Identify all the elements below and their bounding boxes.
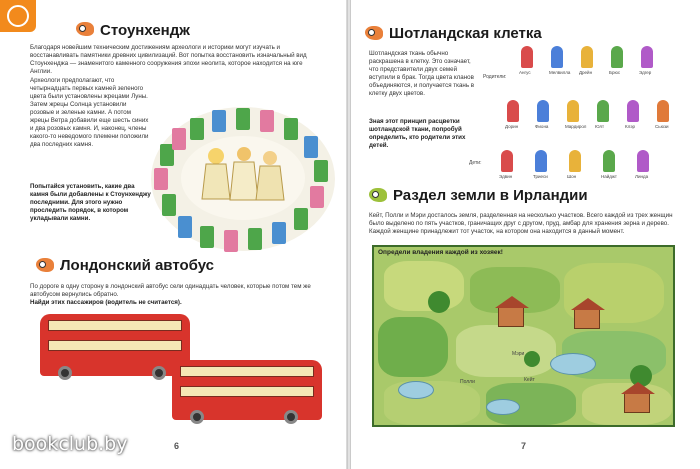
tartan-task: Зная этот принцип расцветки шотландской ткани, попробуй определить, кто родители этих детей. — [369, 118, 466, 149]
bird-mascot-icon — [365, 26, 383, 40]
corner-tab — [0, 0, 36, 32]
plot — [384, 261, 464, 311]
tree-icon — [524, 351, 540, 367]
wheel-icon — [152, 366, 166, 380]
person-name: Эдгер — [639, 70, 652, 75]
tartan-person — [569, 150, 581, 172]
ireland-title: Раздел земли в Ирландии — [393, 187, 588, 204]
tartan-person — [521, 46, 533, 68]
tartan-title: Шотландская клетка — [389, 25, 542, 42]
bus-illustration-back — [40, 314, 190, 376]
right-page — [351, 0, 700, 469]
person-name: Юлт — [595, 124, 605, 129]
page-number-left: 6 — [174, 441, 180, 451]
globe-icon — [7, 5, 29, 27]
stonehenge-body: Археологи предполагают, что четырнадцать первых камней зеленого цвета были установлены жрецами Луны. Затем жрецы Солнца установили розовые и зеленые камни. А потом жрецы Ветра добавили еще шесть синих и два розовых камня. И, наконец, члены какого-то неведомого племени положили два последних камня. — [30, 77, 149, 148]
tartan-person — [537, 100, 549, 122]
tartan-person — [597, 100, 609, 122]
bus-lower-windows — [48, 340, 182, 351]
pond-icon — [550, 353, 596, 375]
person-name: Сьюзи — [655, 124, 669, 129]
left-page — [0, 0, 347, 469]
wheel-icon — [58, 366, 72, 380]
name-mary: Мэри — [512, 351, 525, 357]
person-name: Дрейн — [579, 70, 593, 75]
bus-illustration-front — [172, 360, 322, 420]
tartan-person — [501, 150, 513, 172]
stonehenge-intro: Благодаря новейшим техническим достижениям археологи и историки могут изучать и восстанавливать памятники древних цивилизаций. Вот попытка восстановить изначальный вид Стоунхенджа — знаменитого каменного сооружения эпохи неолита, которое находится на юге Англии. — [30, 44, 307, 75]
name-kate: Кейт — [524, 377, 535, 383]
plot — [378, 317, 448, 377]
stonehenge-illustration — [148, 104, 338, 254]
bird-mascot-icon — [76, 22, 94, 36]
barn-icon — [498, 307, 524, 327]
bus-lower-windows — [180, 386, 314, 397]
priests-figures — [202, 147, 284, 200]
wheel-icon — [190, 410, 204, 424]
tartan-person — [507, 100, 519, 122]
person-name: Фиона — [535, 124, 549, 129]
bus-title: Лондонский автобус — [60, 257, 215, 274]
person-name: Мардирол — [565, 124, 587, 129]
tartan-person — [535, 150, 547, 172]
barn-icon — [574, 309, 600, 329]
ireland-body: Кейт, Полли и Мэри досталось земля, разделенная на несколько участков. Всего каждой из трех женщин было выделено по пять участков, граничащих друг с другом, пруд, амбар для хранения зерна и дерево. Каждой женщине принадлежит тот участок, на котором она находится в данный момент. — [369, 212, 673, 235]
tartan-person — [657, 100, 669, 122]
person-name: Мелвилла — [549, 70, 571, 75]
person-name: Ангус — [519, 70, 531, 75]
tree-icon — [428, 291, 450, 313]
tartan-person — [567, 100, 579, 122]
name-polly: Полли — [460, 379, 475, 385]
children-label: Дети: — [469, 160, 482, 166]
person-name: Клэр — [625, 124, 636, 129]
tartan-person — [581, 46, 593, 68]
tartan-person — [637, 150, 649, 172]
person-name: Шон — [567, 174, 577, 179]
person-name: Линда — [635, 174, 649, 179]
wheel-icon — [284, 410, 298, 424]
tartan-person — [551, 46, 563, 68]
bus-body: По дороге в одну сторону в лондонский автобус сели одинадцать человек, которые потом тем же автобусом вернулись обратно. — [30, 283, 311, 298]
person-name: Триеси — [533, 174, 548, 179]
person-name: Дорин — [505, 124, 519, 129]
parents-label: Родители: — [483, 74, 507, 80]
watermark: bookclub.by — [12, 433, 128, 455]
person-name: Найджт — [601, 174, 617, 179]
flower-mascot-icon — [369, 188, 387, 202]
tartan-person — [641, 46, 653, 68]
pond-icon — [486, 399, 520, 415]
tartan-person — [611, 46, 623, 68]
stonehenge-title: Стоунхендж — [100, 22, 190, 39]
bus-task: Найди этих пассажиров (водитель не считается). — [30, 299, 182, 306]
page-number-right: 7 — [521, 441, 527, 451]
person-name: Эдвин — [499, 174, 513, 179]
stonehenge-task: Попытайся установить, какие два камня были добавлены к Стоунхенджу последними. Для этого нужно проследить порядок, в котором укладывали камни. — [30, 183, 151, 222]
bus-upper-windows — [48, 320, 182, 331]
tartan-person — [627, 100, 639, 122]
tartan-body: Шотландская ткань обычно раскрашена в клетку. Это означает, что представители двух семей вступили в брак. Тогда цвета кланов объединяются, и получается ткань в клетку двух цветов. — [369, 50, 475, 97]
barn-icon — [624, 393, 650, 413]
tartan-person — [603, 150, 615, 172]
person-name: Брюс — [609, 70, 621, 75]
map-title: Определи владения каждой из хозяек! — [378, 249, 503, 256]
ireland-map — [372, 245, 675, 427]
pond-icon — [398, 381, 434, 399]
bus-upper-windows — [180, 366, 314, 377]
bird-mascot-icon — [36, 258, 54, 272]
plot — [456, 325, 556, 377]
